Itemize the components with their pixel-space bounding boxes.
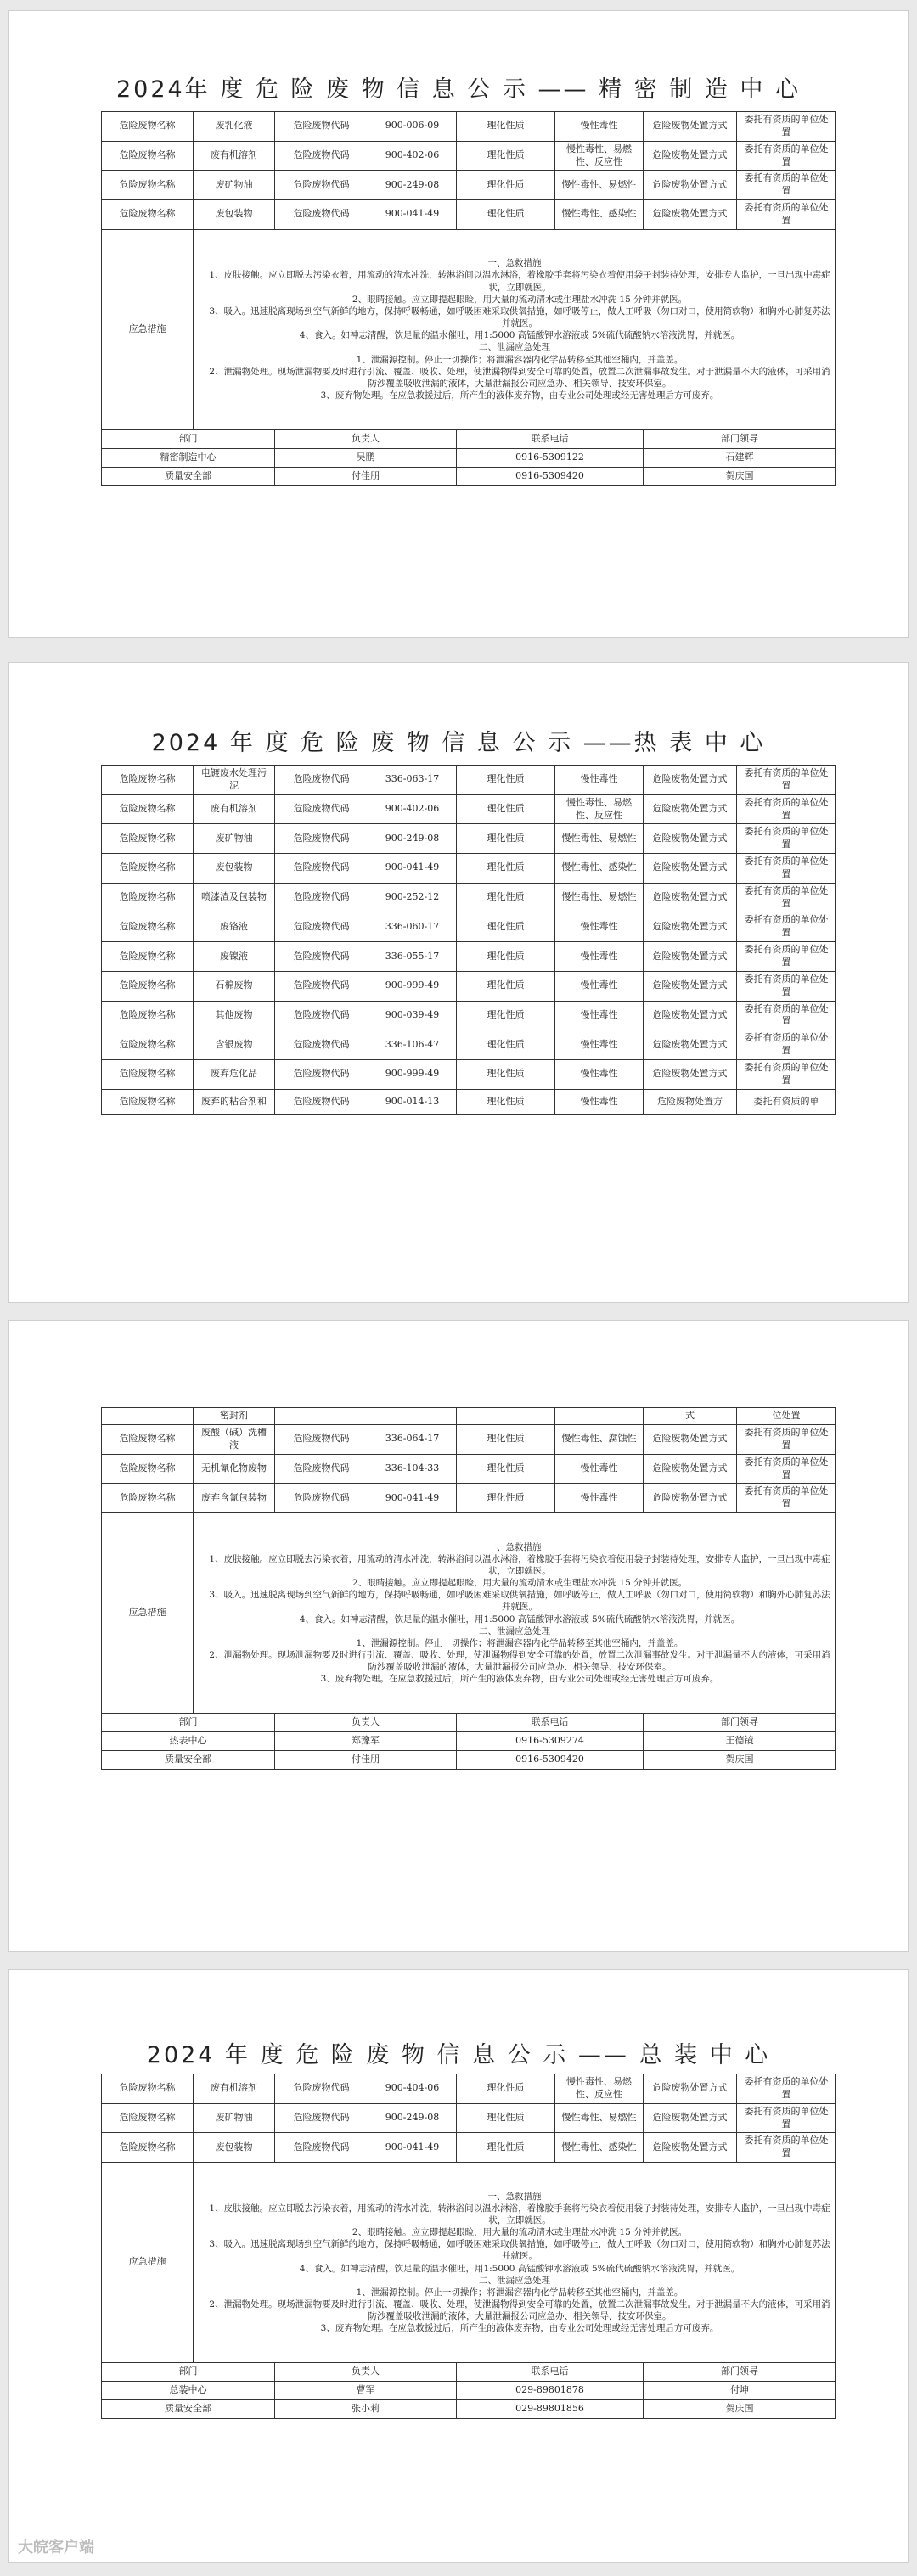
table-cell: 理化性质 [457,1030,555,1060]
emergency-line: 1、泄漏源控制。停止一切操作；将泄漏容器内化学品转移至其他空桶内，并盖盖。 [356,1637,684,1648]
emergency-line: 二、泄漏应急处理 [479,342,550,353]
emergency-line: 1、泄漏源控制。停止一切操作；将泄漏容器内化学品转移至其他空桶内，并盖盖。 [356,354,684,365]
table-cell: 慢性毒性 [555,766,644,795]
table-cell: 理化性质 [457,1484,555,1513]
contact-cell: 曹军 [275,2382,457,2400]
table-cell: 委托有资质的单位处置 [737,2103,836,2133]
contact-cell: 0916-5309420 [457,1751,644,1770]
table-cell: 900-249-08 [368,171,457,200]
table-cell: 危险废物代码 [275,1454,368,1484]
table-cell: 委托有资质的单位处置 [737,942,836,972]
table-cell: 危险废物处置方式 [644,942,737,972]
contact-row [102,1751,836,1770]
table-cell: 慢性毒性 [555,942,644,972]
table-cell: 危险废物名称 [102,1001,194,1030]
table-cell: 危险废物代码 [275,794,368,824]
table-cell: 理化性质 [457,912,555,942]
table-cell: 危险废物名称 [102,1059,194,1089]
table-cell: 危险废物代码 [275,200,368,230]
table-cell: 废有机溶剂 [194,141,275,171]
table-cell: 理化性质 [457,1454,555,1484]
table-row [102,1425,836,1455]
table-cell: 理化性质 [457,2074,555,2104]
table-cell: 委托有资质的单位处置 [737,2074,836,2104]
table-cell: 慢性毒性、易燃性、反应性 [555,141,644,171]
table-cell: 委托有资质的单位处置 [737,1059,836,1089]
contact-cell: 热表中心 [102,1732,275,1751]
table-cell: 危险废物名称 [102,766,194,795]
table-cell: 理化性质 [457,971,555,1001]
contact-header-cell: 联系电话 [457,2363,644,2382]
table-cell: 900-999-49 [368,1059,457,1089]
table-row [102,824,836,854]
table-cell: 无机氰化物废物 [194,1454,275,1484]
table-cell: 危险废物代码 [275,854,368,884]
table-row [102,1484,836,1513]
table-cell: 危险废物代码 [275,2133,368,2163]
contact-cell: 王德镜 [644,1732,836,1751]
table-row [102,2133,836,2163]
table-cell: 废矿物油 [194,171,275,200]
table-cell: 危险废物处置方式 [644,171,737,200]
contact-header-cell: 联系电话 [457,429,644,448]
table-cell: 式 [644,1408,737,1425]
emergency-line: 一、急救措施 [487,258,542,269]
table-cell: 废矿物油 [194,2103,275,2133]
contact-cell: 付佳朋 [275,467,457,485]
emergency-line: 1、泄漏源控制。停止一切操作；将泄漏容器内化学品转移至其他空桶内，并盖盖。 [356,2287,684,2298]
table-cell: 900-041-49 [368,854,457,884]
emergency-line: 2、眼睛接触。应立即提起眼睑，用大量的流动清水或生理盐水冲洗 15 分钟并就医。 [352,2227,688,2238]
table-cell: 慢性毒性、易燃性 [555,824,644,854]
table-cell: 危险废物代码 [275,1059,368,1089]
table-cell: 900-999-49 [368,971,457,1001]
emergency-line: 3、吸入。迅速脱离现场到空气新鲜的地方，保持呼吸畅通，如呼吸困难采取供氧措施，如呼吸停止，做人工呼吸（勿口对口，使用简软物）和胸外心肺复苏法并就医。 [209,306,830,329]
emergency-measures [194,1513,836,1714]
waste-table [101,2074,836,2419]
table-cell: 336-064-17 [368,1425,457,1455]
table-cell: 900-041-49 [368,200,457,230]
table-cell: 危险废物代码 [275,1089,368,1114]
table-cell: 危险废物名称 [102,141,194,171]
table-cell: 危险废物名称 [102,824,194,854]
contact-cell: 质量安全部 [102,467,275,485]
table-cell: 慢性毒性、易燃性 [555,2103,644,2133]
table-cell: 理化性质 [457,883,555,912]
table-cell: 900-249-08 [368,2103,457,2133]
table-cell: 900-249-08 [368,824,457,854]
table-cell: 危险废物处置方式 [644,824,737,854]
table-cell: 废有机溶剂 [194,2074,275,2104]
table-cell: 危险废物名称 [102,1454,194,1484]
table-cell: 危险废物名称 [102,1484,194,1513]
table-cell: 危险废物代码 [275,112,368,142]
contact-cell: 精密制造中心 [102,448,275,467]
waste-table [101,1407,836,1770]
table-cell: 危险废物名称 [102,2074,194,2104]
table-cell: 900-041-49 [368,1484,457,1513]
contact-header-cell: 部门 [102,429,275,448]
table-cell: 336-060-17 [368,912,457,942]
table-cell: 慢性毒性 [555,912,644,942]
contact-cell: 石建辉 [644,448,836,467]
table-cell: 理化性质 [457,200,555,230]
table-cell: 废包装物 [194,854,275,884]
table-cell: 危险废物名称 [102,2133,194,2163]
table-row [102,2074,836,2104]
page-title: 2024年 度 危 险 废 物 信 息 公 示 —— 精 密 制 造 中 心 [115,76,802,103]
table-cell: 336-106-47 [368,1030,457,1060]
table-cell: 危险废物代码 [275,2074,368,2104]
table-cell: 危险废物处置方式 [644,883,737,912]
contact-row [102,2400,836,2419]
table-cell: 危险废物代码 [275,942,368,972]
table-row [102,1059,836,1089]
table-cell: 理化性质 [457,141,555,171]
table-cell: 位处置 [737,1408,836,1425]
table-cell: 委托有资质的单位处置 [737,912,836,942]
table-cell: 危险废物处置方式 [644,2103,737,2133]
table-cell: 慢性毒性、感染性 [555,2133,644,2163]
contact-row [102,2382,836,2400]
contact-cell: 0916-5309420 [457,467,644,485]
contact-cell: 贺庆国 [644,467,836,485]
table-cell: 理化性质 [457,2103,555,2133]
contact-header-cell: 负责人 [275,1714,457,1732]
table-row [102,1030,836,1060]
table-cell: 慢性毒性、感染性 [555,200,644,230]
contact-header-cell: 部门领导 [644,429,836,448]
table-cell: 危险废物处置方式 [644,794,737,824]
table-cell: 危险废物处置方 [644,1089,737,1114]
table-cell: 慢性毒性、腐蚀性 [555,1425,644,1455]
table-cell: 危险废物代码 [275,912,368,942]
table-row [102,2103,836,2133]
table-cell: 废包装物 [194,200,275,230]
emergency-line: 2、泄漏物处理。现场泄漏物要及时进行引流、覆盖、吸收、处理，使泄漏物得到安全可靠的处置，放置二次泄漏事故发生。对于泄漏量不大的液体，可采用消防沙覆盖吸收泄漏的液体，大量泄漏报公司应急办、相关领导、技安环保室。 [209,2299,830,2322]
table-cell: 慢性毒性、易燃性、反应性 [555,794,644,824]
table-cell: 336-055-17 [368,942,457,972]
table-cell: 危险废物代码 [275,824,368,854]
table-cell: 900-402-06 [368,141,457,171]
notice-page-heat-surface [8,662,909,1303]
table-cell: 900-252-12 [368,883,457,912]
table-cell: 336-063-17 [368,766,457,795]
emergency-line: 3、吸入。迅速脱离现场到空气新鲜的地方，保持呼吸畅通，如呼吸困难采取供氧措施，如呼吸停止，做人工呼吸（勿口对口，使用简软物）和胸外心肺复苏法并就医。 [209,2239,830,2262]
table-row [102,1001,836,1030]
table-cell: 危险废物处置方式 [644,1030,737,1060]
contact-cell: 质量安全部 [102,2400,275,2419]
emergency-line: 2、眼睛接触。应立即提起眼睑，用大量的流动清水或生理盐水冲洗 15 分钟并就医。 [352,1578,688,1589]
table-cell: 危险废物处置方式 [644,2074,737,2104]
table-cell: 336-104-33 [368,1454,457,1484]
table-cell: 危险废物处置方式 [644,1454,737,1484]
table-cell: 喷漆渣及包装物 [194,883,275,912]
contact-header-cell: 部门领导 [644,1714,836,1732]
table-cell: 危险废物名称 [102,794,194,824]
contact-cell: 付佳朋 [275,1751,457,1770]
contact-header-cell: 部门 [102,1714,275,1732]
emergency-line: 一、急救措施 [487,1541,542,1552]
table-cell: 废弃含氰包装物 [194,1484,275,1513]
contact-header-row [102,2363,836,2382]
table-cell: 危险废物代码 [275,971,368,1001]
table-cell: 废铬液 [194,912,275,942]
table-cell: 危险废物处置方式 [644,2133,737,2163]
table-cell: 理化性质 [457,942,555,972]
table-cell: 理化性质 [457,1059,555,1089]
emergency-line: 1、皮肤接触。应立即脱去污染衣着，用流动的清水冲洗，转淋浴间以温水淋浴，着橡胶手套将污染衣着使用袋子封装待处理，安排专人监护，一旦出现中毒症状，立即就医。 [209,270,830,293]
table-cell: 慢性毒性 [555,1089,644,1114]
table-cell: 危险废物代码 [275,1425,368,1455]
table-cell: 废酸（碱）洗槽液 [194,1425,275,1455]
contact-cell: 贺庆国 [644,2400,836,2419]
emergency-line: 1、皮肤接触。应立即脱去污染衣着，用流动的清水冲洗，转淋浴间以温水淋浴，着橡胶手套将污染衣着使用袋子封装待处理，安排专人监护，一旦出现中毒症状，立即就医。 [209,1553,830,1576]
table-cell: 废包装物 [194,2133,275,2163]
table-row [102,171,836,200]
table-cell: 危险废物名称 [102,171,194,200]
emergency-line: 1、皮肤接触。应立即脱去污染衣着，用流动的清水冲洗，转淋浴间以温水淋浴，着橡胶手套将污染衣着使用袋子封装待处理，安排专人监护，一旦出现中毒症状，立即就医。 [209,2203,830,2225]
emergency-line: 3、废弃物处理。在应急救援过后，所产生的液体废弃物，由专业公司处理或经无害处理后方可废弃。 [320,390,719,401]
table-cell: 危险废物名称 [102,1030,194,1060]
table-row [102,883,836,912]
emergency-line: 二、泄漏应急处理 [479,1625,550,1636]
table-cell: 危险废物名称 [102,112,194,142]
table-cell: 废弃危化品 [194,1059,275,1089]
table-row [102,141,836,171]
emergency-label: 应急措施 [102,1513,194,1714]
table-cell: 慢性毒性 [555,1454,644,1484]
contact-header-cell: 部门 [102,2363,275,2382]
table-cell: 理化性质 [457,112,555,142]
table-row [102,200,836,230]
table-cell: 理化性质 [457,766,555,795]
table-cell: 委托有资质的单位处置 [737,112,836,142]
table-cell: 其他废物 [194,1001,275,1030]
table-cell: 900-041-49 [368,2133,457,2163]
table-cell: 慢性毒性 [555,1001,644,1030]
table-cell: 危险废物处置方式 [644,112,737,142]
contact-cell: 质量安全部 [102,1751,275,1770]
table-cell: 委托有资质的单位处置 [737,2133,836,2163]
contact-cell: 029-89801856 [457,2400,644,2419]
emergency-line: 4、食入。如神志清醒，饮足量的温水催吐，用1:5000 高锰酸钾水溶液或 5%硫代硫酸钠水溶液洗胃，并就医。 [299,1614,740,1625]
table-cell: 理化性质 [457,1089,555,1114]
contact-row [102,467,836,485]
table-cell: 委托有资质的单位处置 [737,200,836,230]
notice-page-precision [8,10,909,638]
table-cell: 危险废物处置方式 [644,1059,737,1089]
table-cell: 电镀废水处理污泥 [194,766,275,795]
table-cell: 委托有资质的单位处置 [737,171,836,200]
emergency-measures [194,229,836,429]
contact-header-row [102,429,836,448]
table-cell: 危险废物名称 [102,1089,194,1114]
contact-cell: 029-89801878 [457,2382,644,2400]
table-cell: 危险废物代码 [275,883,368,912]
table-cell: 慢性毒性 [555,971,644,1001]
table-cell: 900-404-06 [368,2074,457,2104]
table-cell: 废镍液 [194,942,275,972]
table-cell: 委托有资质的单位处置 [737,141,836,171]
table-cell: 900-006-09 [368,112,457,142]
table-cell: 理化性质 [457,171,555,200]
table-cell: 委托有资质的单位处置 [737,971,836,1001]
emergency-measures [194,2163,836,2363]
waste-table [101,111,836,486]
emergency-line: 2、眼睛接触。应立即提起眼睑，用大量的流动清水或生理盐水冲洗 15 分钟并就医。 [352,294,688,305]
table-cell: 危险废物处置方式 [644,200,737,230]
table-cell: 危险废物处置方式 [644,1425,737,1455]
table-cell: 危险废物处置方式 [644,766,737,795]
table-cell: 慢性毒性、易燃性、反应性 [555,2074,644,2104]
table-cell: 危险废物代码 [275,1001,368,1030]
emergency-line: 4、食入。如神志清醒，饮足量的温水催吐，用1:5000 高锰酸钾水溶液或 5%硫代硫酸钠水溶液洗胃，并就医。 [299,330,740,341]
table-cell: 危险废物名称 [102,942,194,972]
table-cell: 委托有资质的单位处置 [737,854,836,884]
table-cell: 理化性质 [457,824,555,854]
contact-header-cell: 联系电话 [457,1714,644,1732]
table-row [102,942,836,972]
notice-page-assembly [8,1969,909,2563]
table-cell: 含银废物 [194,1030,275,1060]
contact-row [102,448,836,467]
table-cell: 危险废物处置方式 [644,1484,737,1513]
contact-cell: 总装中心 [102,2382,275,2400]
table-cell: 危险废物名称 [102,883,194,912]
table-cell: 危险废物代码 [275,1484,368,1513]
table-cell: 危险废物代码 [275,141,368,171]
table-cell: 石棉废物 [194,971,275,1001]
table-cell: 900-402-06 [368,794,457,824]
table-cell: 慢性毒性 [555,1059,644,1089]
table-cell: 委托有资质的单位处置 [737,1454,836,1484]
contact-header-cell: 部门领导 [644,2363,836,2382]
table-cell: 慢性毒性 [555,1030,644,1060]
table-row [102,112,836,142]
table-cell: 900-039-49 [368,1001,457,1030]
table-row [102,794,836,824]
table-cell: 危险废物处置方式 [644,912,737,942]
table-cell: 委托有资质的单位处置 [737,1484,836,1513]
page-title: 2024 年 度 危 险 废 物 信 息 公 示 ——热 表 中 心 [151,730,766,756]
emergency-line: 2、泄漏物处理。现场泄漏物要及时进行引流、覆盖、吸收、处理，使泄漏物得到安全可靠的处置，放置二次泄漏事故发生。对于泄漏量不大的液体，可采用消防沙覆盖吸收泄漏的液体，大量泄漏报公司应急办、相关领导、技安环保室。 [209,1650,830,1673]
table-cell: 危险废物代码 [275,1030,368,1060]
table-row [102,1408,836,1425]
table-cell: 废有机溶剂 [194,794,275,824]
table-row [102,971,836,1001]
table-cell: 密封剂 [194,1408,275,1425]
table-cell: 危险废物处置方式 [644,141,737,171]
table-row [102,766,836,795]
waste-table [101,765,836,1115]
table-cell: 危险废物处置方式 [644,1001,737,1030]
watermark: 大皖客户端 [18,2539,94,2556]
table-cell: 废矿物油 [194,824,275,854]
table-cell: 危险废物处置方式 [644,971,737,1001]
emergency-line: 二、泄漏应急处理 [479,2275,550,2286]
contact-cell: 吴鹏 [275,448,457,467]
table-cell: 危险废物名称 [102,854,194,884]
table-cell: 危险废物处置方式 [644,854,737,884]
emergency-line: 2、泄漏物处理。现场泄漏物要及时进行引流、覆盖、吸收、处理，使泄漏物得到安全可靠的处置，放置二次泄漏事故发生。对于泄漏量不大的液体，可采用消防沙覆盖吸收泄漏的液体，大量泄漏报公司应急办、相关领导、技安环保室。 [209,366,830,389]
page-title: 2024 年 度 危 险 废 物 信 息 公 示 —— 总 装 中 心 [146,2042,771,2068]
emergency-line: 4、食入。如神志清醒，饮足量的温水催吐，用1:5000 高锰酸钾水溶液或 5%硫代硫酸钠水溶液洗胃，并就医。 [299,2263,740,2274]
table-cell: 慢性毒性 [555,112,644,142]
emergency-line: 3、废弃物处理。在应急救援过后，所产生的液体废弃物，由专业公司处理或经无害处理后方可废弃。 [320,1674,719,1685]
emergency-line: 3、废弃物处理。在应急救援过后，所产生的液体废弃物，由专业公司处理或经无害处理后方可废弃。 [320,2323,719,2334]
contact-header-cell: 负责人 [275,2363,457,2382]
table-row [102,912,836,942]
table-cell: 委托有资质的单 [737,1089,836,1114]
table-cell: 危险废物代码 [275,2103,368,2133]
contact-cell: 0916-5309122 [457,448,644,467]
contact-cell: 贺庆国 [644,1751,836,1770]
table-cell: 委托有资质的单位处置 [737,766,836,795]
emergency-label: 应急措施 [102,229,194,429]
table-cell: 理化性质 [457,854,555,884]
table-cell: 危险废物名称 [102,912,194,942]
table-cell: 委托有资质的单位处置 [737,1425,836,1455]
table-cell: 委托有资质的单位处置 [737,824,836,854]
contact-cell: 张小莉 [275,2400,457,2419]
contact-header-cell: 负责人 [275,429,457,448]
table-row [102,1089,836,1114]
table-cell: 委托有资质的单位处置 [737,1001,836,1030]
table-cell: 慢性毒性、感染性 [555,854,644,884]
contact-header-row [102,1714,836,1732]
notice-page-heat-surface-cont [8,1320,909,1952]
table-cell: 危险废物名称 [102,200,194,230]
emergency-line: 一、急救措施 [487,2191,542,2202]
table-cell: 废乳化液 [194,112,275,142]
table-cell: 理化性质 [457,1001,555,1030]
table-cell: 委托有资质的单位处置 [737,883,836,912]
contact-cell: 付坤 [644,2382,836,2400]
table-cell: 危险废物名称 [102,2103,194,2133]
table-cell: 慢性毒性 [555,1484,644,1513]
table-cell: 危险废物名称 [102,1425,194,1455]
table-row [102,854,836,884]
table-cell: 危险废物代码 [275,171,368,200]
table-cell: 理化性质 [457,794,555,824]
contact-row [102,1732,836,1751]
table-cell: 理化性质 [457,2133,555,2163]
table-cell: 委托有资质的单位处置 [737,1030,836,1060]
table-cell: 危险废物名称 [102,971,194,1001]
contact-cell: 0916-5309274 [457,1732,644,1751]
table-cell: 900-014-13 [368,1089,457,1114]
emergency-line: 3、吸入。迅速脱离现场到空气新鲜的地方，保持呼吸畅通，如呼吸困难采取供氧措施，如呼吸停止，做人工呼吸（勿口对口，使用简软物）和胸外心肺复苏法并就医。 [209,1590,830,1613]
table-row [102,1454,836,1484]
table-cell: 危险废物代码 [275,766,368,795]
table-cell: 委托有资质的单位处置 [737,794,836,824]
emergency-label: 应急措施 [102,2163,194,2363]
table-cell: 理化性质 [457,1425,555,1455]
contact-cell: 郑豫军 [275,1732,457,1751]
table-cell: 慢性毒性、易燃性 [555,171,644,200]
table-cell: 慢性毒性、易燃性 [555,883,644,912]
table-cell: 废弃的粘合剂和 [194,1089,275,1114]
